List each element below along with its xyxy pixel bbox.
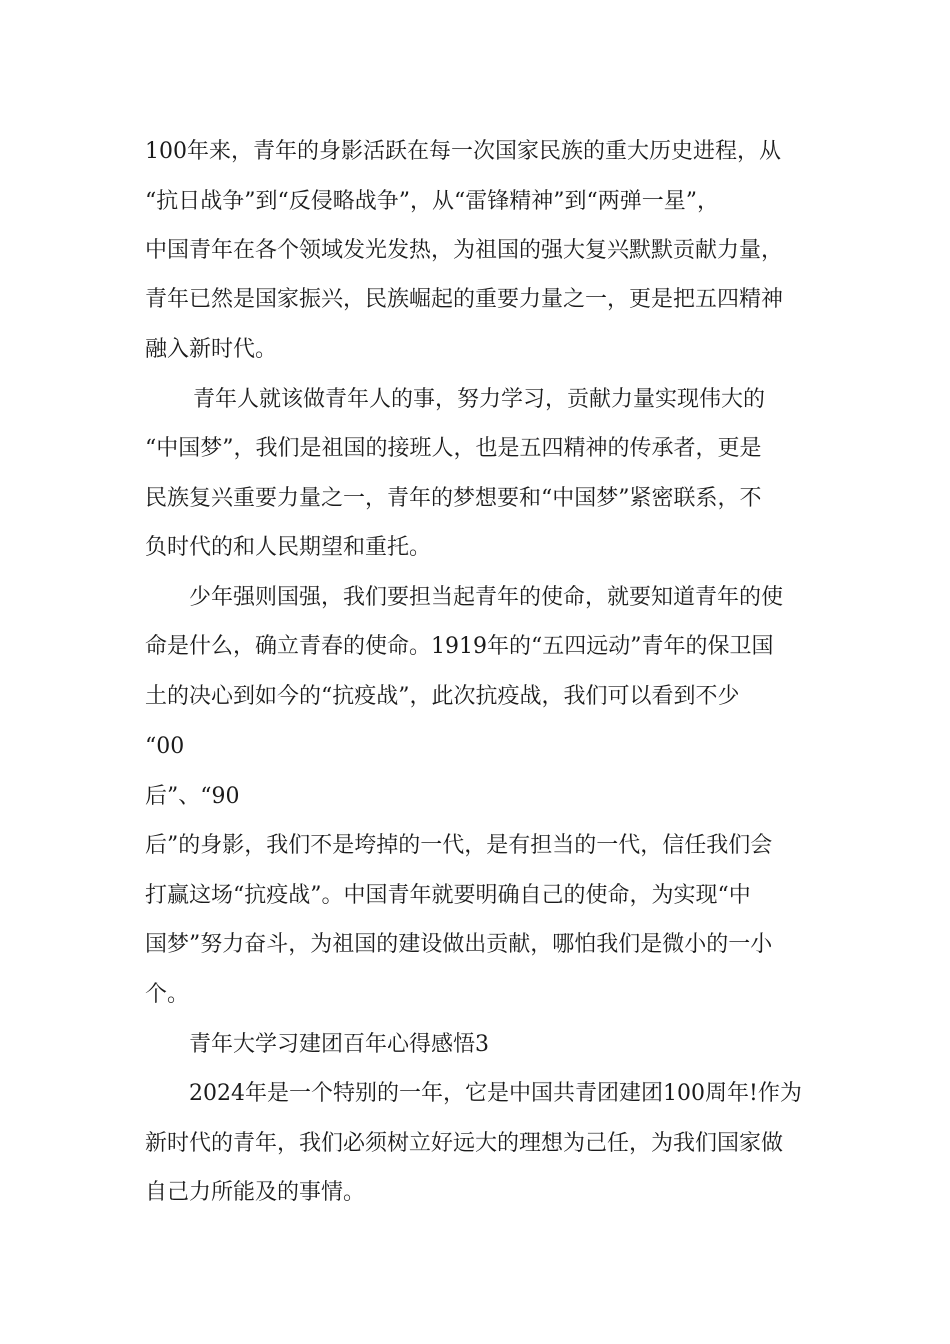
text-line: 新时代的青年，我们必须树立好远大的理想为己任，为我们国家做: [145, 1131, 784, 1156]
text-line: 2024年是一个特别的一年，它是中国共青团建团100周年!作为: [189, 1081, 802, 1106]
text-line: 负时代的和人民期望和重托。: [145, 535, 432, 560]
text-line: “00: [145, 734, 185, 759]
section-heading: 青年大学习建团百年心得感悟3: [189, 1032, 489, 1057]
text-line: 个。: [145, 982, 190, 1007]
text-line: 命是什么，确立青春的使命。1919年的“五四远动”青年的保卫国: [145, 634, 774, 659]
text-line: 后”的身影，我们不是垮掉的一代，是有担当的一代，信任我们会: [145, 833, 773, 858]
text-line: “抗日战争”到“反侵略战争”，从“雷锋精神”到“两弹一星”，: [145, 189, 719, 214]
text-line: 打赢这场“抗疫战”。中国青年就要明确自己的使命，为实现“中: [145, 883, 751, 908]
text-line: 青年人就该做青年人的事，努力学习，贡献力量实现伟大的: [193, 387, 766, 412]
text-line: 后”、“90: [145, 784, 240, 809]
text-line: 民族复兴重要力量之一，青年的梦想要和“中国梦”紧密联系，不: [145, 486, 762, 511]
text-line: 国梦”努力奋斗，为祖国的建设做出贡献，哪怕我们是微小的一小: [145, 932, 773, 957]
text-line: 融入新时代。: [145, 337, 278, 362]
text-line: 自己力所能及的事情。: [145, 1180, 366, 1205]
text-line: “中国梦”，我们是祖国的接班人，也是五四精神的传承者，更是: [145, 436, 762, 461]
text-line: 青年已然是国家振兴，民族崛起的重要力量之一，更是把五四精神: [145, 287, 784, 312]
text-line: 中国青年在各个领域发光发热，为祖国的强大复兴默默贡献力量，: [145, 238, 784, 263]
text-line: 土的决心到如今的“抗疫战”，此次抗疫战，我们可以看到不少: [145, 684, 740, 709]
text-line: 少年强则国强，我们要担当起青年的使命，就要知道青年的使: [189, 585, 784, 610]
text-line: 100年来，青年的身影活跃在每一次国家民族的重大历史进程，从: [145, 139, 781, 164]
